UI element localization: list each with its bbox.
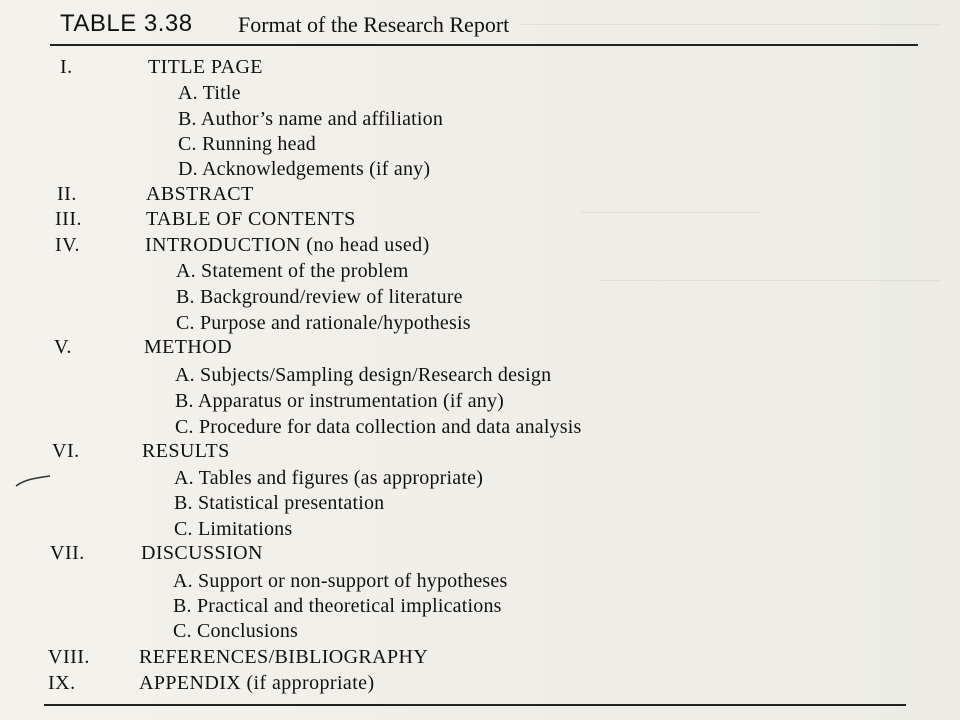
- sub-item: A. Title: [178, 82, 241, 104]
- sub-item: D. Acknowledgements (if any): [178, 158, 431, 180]
- section-number: VIII.: [48, 646, 90, 668]
- section-heading: RESULTS: [142, 440, 230, 462]
- bleed-through-shadow: [580, 190, 760, 213]
- table-label: TABLE 3.38: [60, 10, 193, 37]
- section-number: VI.: [52, 440, 80, 462]
- sub-item: B. Practical and theoretical implications: [173, 595, 502, 617]
- section-number: II.: [57, 183, 77, 205]
- sub-item: C. Conclusions: [173, 620, 299, 642]
- table-title: Format of the Research Report: [238, 12, 510, 37]
- section-number: VII.: [50, 542, 85, 564]
- section-heading: TITLE PAGE: [148, 56, 263, 78]
- section-heading: APPENDIX (if appropriate): [139, 672, 375, 694]
- table-header: [60, 10, 920, 40]
- bleed-through-shadow: [600, 262, 940, 281]
- section-number: V.: [54, 336, 72, 358]
- sub-item: B. Author’s name and affiliation: [178, 108, 444, 130]
- section-heading: INTRODUCTION (no head used): [145, 234, 430, 256]
- sub-item: B. Statistical presentation: [174, 492, 385, 514]
- sub-item: A. Subjects/Sampling design/Research design: [175, 364, 552, 386]
- sub-item: B. Apparatus or instrumentation (if any): [175, 390, 505, 412]
- section-heading: ABSTRACT: [146, 183, 254, 205]
- sub-item: C. Limitations: [174, 518, 293, 540]
- sub-item: C. Procedure for data collection and data analysis: [175, 416, 582, 438]
- bottom-rule: [44, 704, 906, 706]
- section-heading: DISCUSSION: [141, 542, 263, 564]
- sub-item: A. Statement of the problem: [176, 260, 409, 282]
- sub-item: A. Support or non-support of hypotheses: [173, 570, 508, 592]
- pen-mark-icon: [14, 472, 54, 492]
- sub-item: C. Purpose and rationale/hypothesis: [176, 312, 471, 334]
- sub-item: B. Background/review of literature: [176, 286, 463, 308]
- section-number: IX.: [48, 672, 76, 694]
- sub-item: C. Running head: [178, 133, 316, 155]
- section-heading: TABLE OF CONTENTS: [146, 208, 356, 230]
- top-rule: [50, 44, 918, 46]
- section-heading: REFERENCES/BIBLIOGRAPHY: [139, 646, 429, 668]
- section-heading: METHOD: [144, 336, 232, 358]
- section-number: III.: [55, 208, 82, 230]
- section-number: IV.: [55, 234, 81, 256]
- section-number: I.: [60, 56, 73, 78]
- sub-item: A. Tables and figures (as appropriate): [174, 467, 484, 489]
